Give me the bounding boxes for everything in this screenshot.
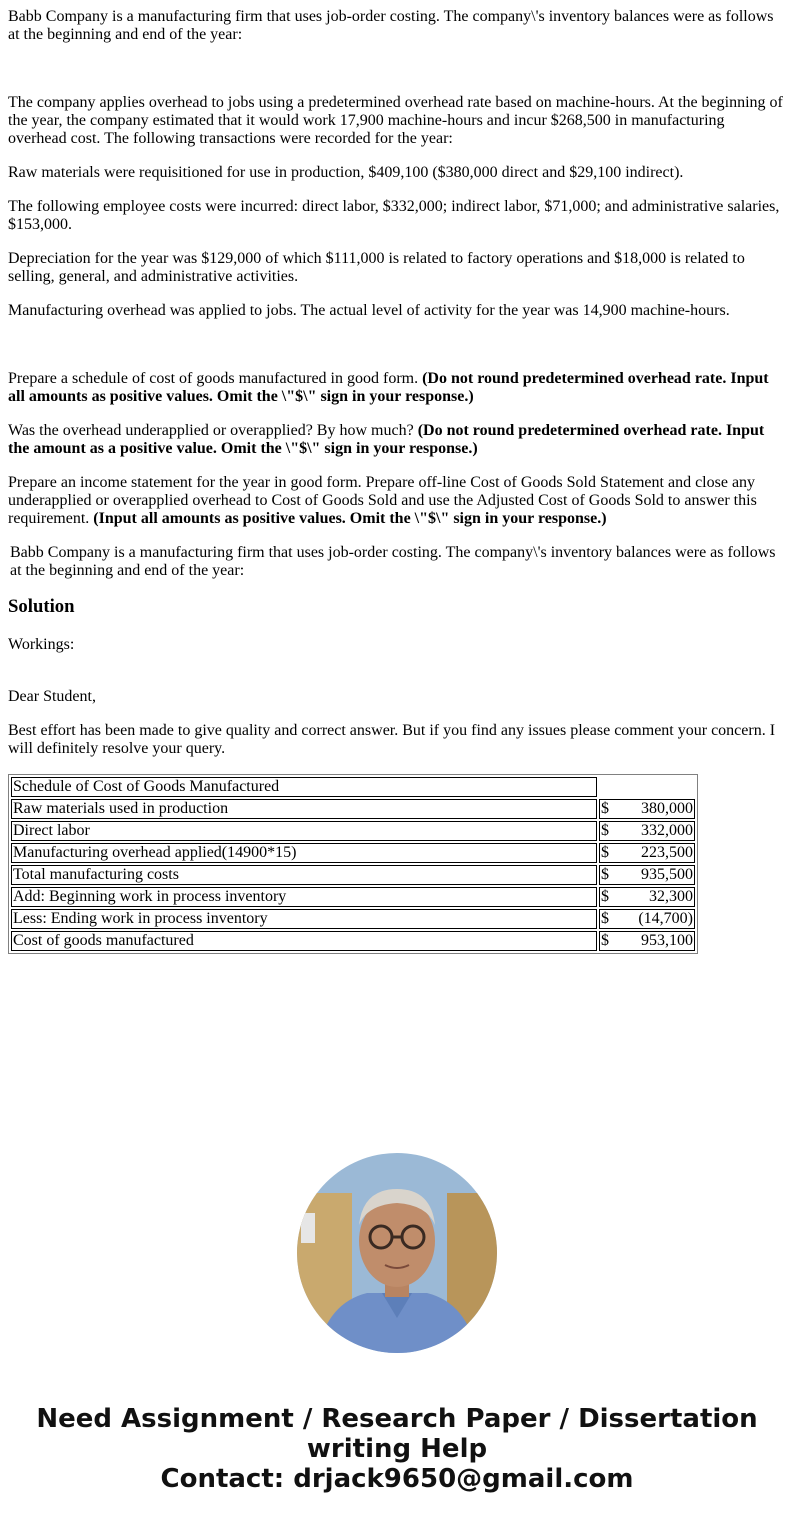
row-label: Cost of goods manufactured: [11, 931, 597, 951]
row-amount-cell: [599, 843, 695, 863]
table-row: [11, 887, 695, 907]
transaction-item: Raw materials were requisitioned for use in production, $409,100 ($380,000 direct and $29,100 indirect).: [8, 164, 684, 181]
row-label: Add: Beginning work in process inventory: [11, 887, 597, 907]
currency-symbol: $: [601, 932, 609, 949]
task-item: [8, 474, 786, 528]
row-amount: 935,500: [641, 866, 693, 883]
blank-line: [8, 670, 786, 688]
row-amount: (14,700): [638, 910, 693, 927]
task-text: Prepare an income statement for the year in good form. Prepare off-line Cost of Goods Sold Statement and close any underapplied or overapplied overhead to Cost of Goods Sold and use the Adjusted Cost of Goods Sold to answer this requirement.: [8, 474, 757, 527]
task-instruction: (Do not round predetermined overhead rate. Input the amount as a positive value. Omit the \"$\" sign in your response.): [8, 422, 765, 457]
row-amount-cell: [599, 909, 695, 929]
row-amount-cell: [599, 821, 695, 841]
inventory-table-placeholder: [8, 60, 786, 94]
row-amount-cell: [599, 799, 695, 819]
question-overhead-basis: The company applies overhead to jobs using a predetermined overhead rate based on machine-hours. At the beginning of the year, the company estimated that it would work 17,900 machine-hours and incur $268,500 in manufacturing overhead cost. The following transactions were recorded for the year:: [8, 94, 783, 147]
banner-line: writing Help: [306, 1434, 488, 1464]
table-row: [11, 909, 695, 929]
row-amount: 380,000: [641, 800, 693, 817]
schedule-title: Schedule of Cost of Goods Manufactured: [11, 777, 597, 797]
tutor-portrait: [297, 1153, 497, 1353]
cogm-schedule-table: [8, 774, 698, 954]
task-instruction: (Do not round predetermined overhead rate. Input all amounts as positive values. Omit the \"$\" sign in your response.): [8, 370, 769, 405]
row-amount: 223,500: [641, 844, 693, 861]
row-amount: 953,100: [641, 932, 693, 949]
currency-symbol: $: [601, 888, 609, 905]
banner-contact-line: Contact: drjack9650@gmail.com: [160, 1464, 634, 1494]
transaction-item: Depreciation for the year was $129,000 of which $111,000 is related to factory operations and $18,000 is related to selling, general, and administrative activities.: [8, 250, 745, 285]
task-instruction: (Input all amounts as positive values. Omit the \"$\" sign in your response.): [93, 510, 607, 527]
table-row: [11, 799, 695, 819]
wall-switch: [301, 1213, 315, 1243]
workings-label: Workings:: [8, 636, 75, 653]
question-intro-repeat: Babb Company is a manufacturing firm that uses job-order costing. The company\'s inventory balances were as follows at the beginning and end of the year:: [10, 544, 776, 579]
row-label: Total manufacturing costs: [11, 865, 597, 885]
question-intro: Babb Company is a manufacturing firm that uses job-order costing. The company\'s inventory balances were as follows at the beginning and end of the year:: [8, 8, 774, 43]
task-text: Was the overhead underapplied or overapplied? By how much?: [8, 422, 418, 439]
greeting: Dear Student,: [8, 688, 96, 705]
table-row: [11, 931, 695, 951]
currency-symbol: $: [601, 822, 609, 839]
tutor-avatar: [297, 1153, 497, 1353]
currency-symbol: $: [601, 800, 609, 817]
table-header-row: [11, 777, 695, 797]
task-text: Prepare a schedule of cost of goods manufactured in good form.: [8, 370, 423, 387]
row-amount-cell: [599, 931, 695, 951]
blank-gap: [8, 336, 786, 370]
contact-banner: [0, 1404, 794, 1494]
table-row: [11, 843, 695, 863]
row-amount-cell: [599, 865, 695, 885]
currency-symbol: $: [601, 910, 609, 927]
row-amount-cell: [599, 887, 695, 907]
empty-cell: [599, 777, 695, 797]
task-item: [8, 370, 786, 406]
banner-line: Need Assignment / Research Paper / Dissertation: [36, 1404, 758, 1434]
row-label: Manufacturing overhead applied(14900*15): [11, 843, 597, 863]
currency-symbol: $: [601, 844, 609, 861]
row-amount: 332,000: [641, 822, 693, 839]
row-label: Raw materials used in production: [11, 799, 597, 819]
table-row: [11, 865, 695, 885]
solution-heading: Solution: [8, 596, 75, 617]
transaction-item: Manufacturing overhead was applied to jobs. The actual level of activity for the year was 14,900 machine-hours.: [8, 302, 730, 319]
row-label: Less: Ending work in process inventory: [11, 909, 597, 929]
currency-symbol: $: [601, 866, 609, 883]
row-label: Direct labor: [11, 821, 597, 841]
transaction-item: The following employee costs were incurred: direct labor, $332,000; indirect labor, $71,000; and administrative salaries, $153,000.: [8, 198, 780, 233]
task-item: [8, 422, 786, 458]
answer-note: Best effort has been made to give quality and correct answer. But if you find any issues please comment your concern. I will definitely resolve your query.: [8, 722, 776, 757]
row-amount: 32,300: [649, 888, 693, 905]
table-row: [11, 821, 695, 841]
